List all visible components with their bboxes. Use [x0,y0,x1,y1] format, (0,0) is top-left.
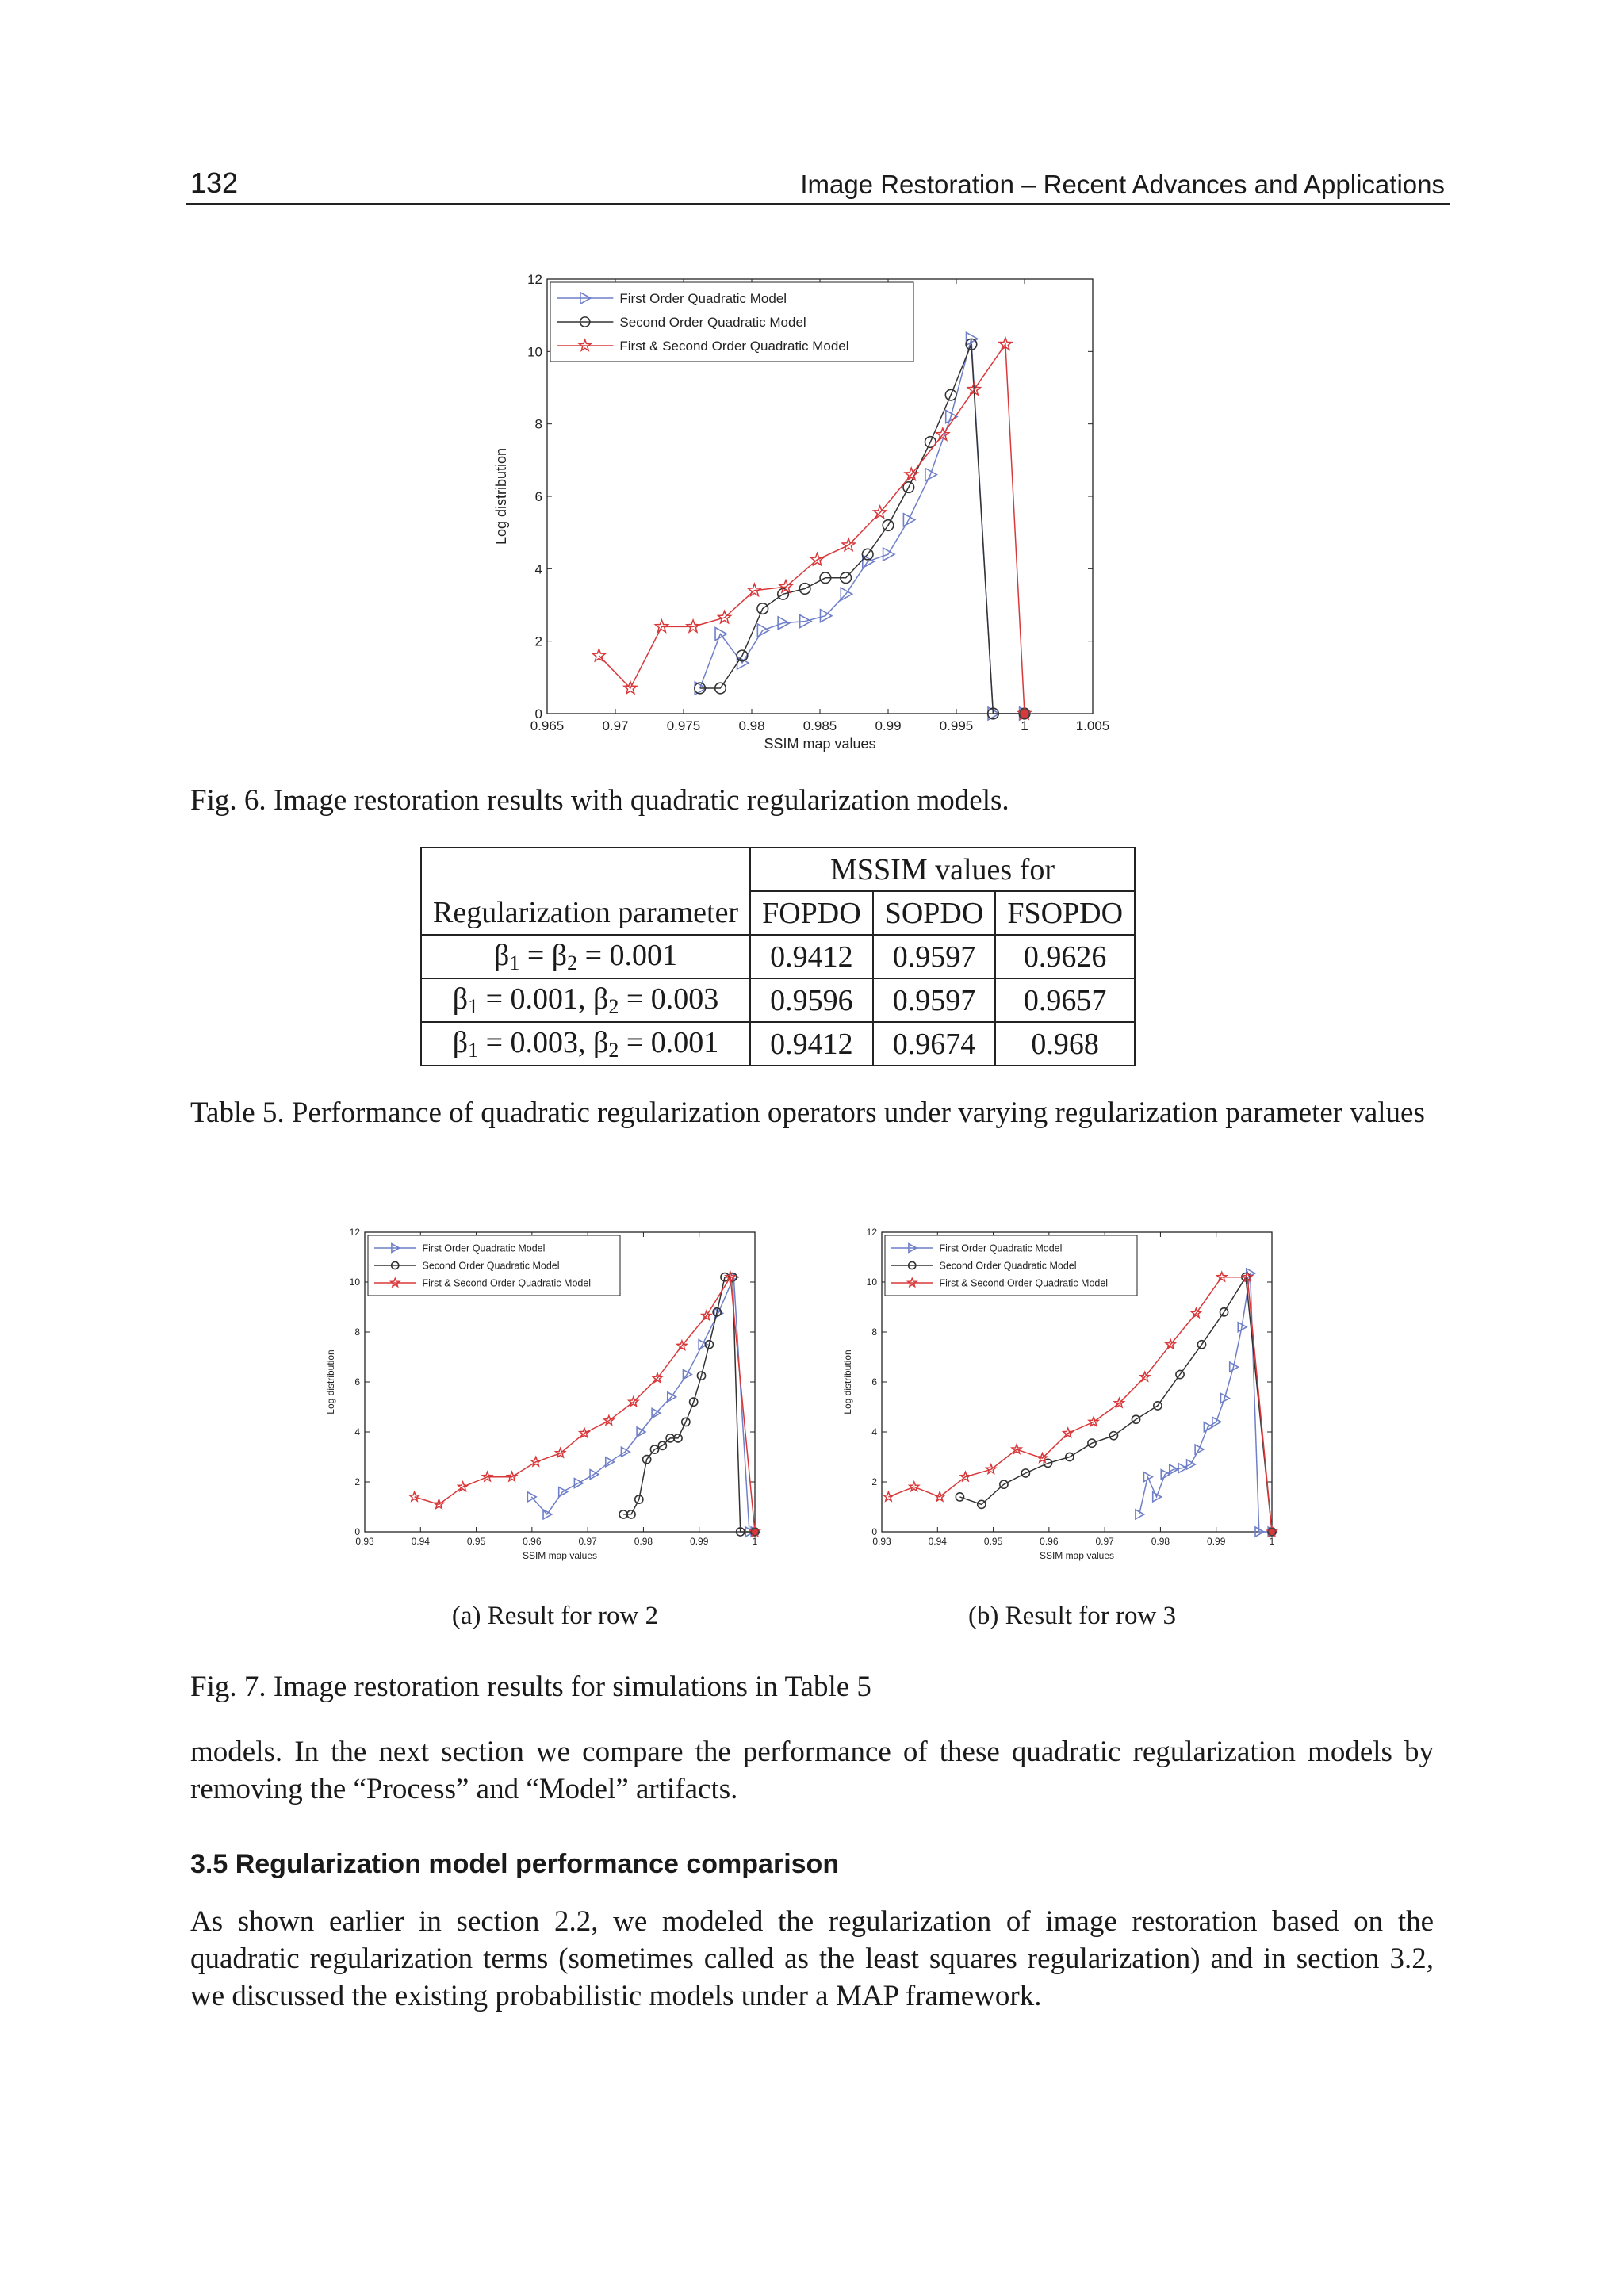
x-tick-label: 0.93 [355,1536,374,1547]
table-value-cell: 0.9674 [873,1022,996,1066]
table-param-cell: $\beta_1 = 0.003$, $\beta_2 = 0.001$ [421,1022,750,1066]
x-axis-label: SSIM map values [764,736,876,752]
y-axis-label: Log distribution [492,447,509,545]
table-value-cell: 0.9657 [995,978,1135,1022]
table-value-cell: 0.9412 [750,935,873,978]
table-header-row-1 [421,848,1135,891]
y-tick-label: 2 [534,634,542,649]
table-row [421,1022,1135,1066]
y-tick-label: 10 [349,1277,360,1288]
y-tick-label: 2 [871,1476,877,1488]
y-axis-label: Log distribution [841,1349,853,1414]
table-corner-cell [421,848,750,891]
y-tick-label: 12 [866,1227,877,1238]
x-tick-label: 0.99 [875,718,902,733]
table-col-header: FOPDO [750,891,873,935]
y-tick-label: 6 [354,1376,360,1388]
x-tick-label: 0.985 [802,718,837,733]
running-title: Image Restoration – Recent Advances and Applications [800,170,1445,199]
legend-entry: First & Second Order Quadratic Model [619,338,849,354]
table-param-cell: $\beta_1 = \beta_2 = 0.001$ [421,935,750,978]
x-tick-label: 1 [1269,1536,1275,1547]
body-paragraph: models. In the next section we compare the performance of these quadratic regularization models by removing the “Process” and “Model” artifacts. [190,1736,1434,1805]
figure-7b-chart [834,1221,1302,1586]
table-value-cell: 0.9597 [873,978,996,1022]
legend-entry: First & Second Order Quadratic Model [939,1277,1109,1289]
legend-entry: First Order Quadratic Model [619,290,787,306]
figure-7a-subcaption: (a) Result for row 2 [451,1602,659,1630]
figure-6-caption: Fig. 6. Image restoration results with quadratic regularization models. [190,784,1009,817]
table-col-header: SOPDO [873,891,996,935]
x-tick-label: 0.96 [523,1536,542,1547]
y-tick-label: 0 [534,706,542,722]
y-tick-label: 6 [534,488,542,504]
y-tick-label: 8 [534,416,542,432]
x-tick-label: 1 [752,1536,758,1547]
y-tick-label: 4 [871,1426,877,1438]
x-tick-label: 0.99 [1207,1536,1226,1547]
table-5 [420,847,1136,1066]
y-tick-label: 8 [354,1326,360,1338]
legend-entry: Second Order Quadratic Model [422,1260,560,1272]
y-tick-label: 0 [354,1526,360,1538]
y-tick-label: 4 [534,561,542,577]
y-tick-label: 8 [871,1326,877,1338]
table-row [421,935,1135,978]
figure-6-chart [444,262,1126,761]
y-tick-label: 0 [871,1526,877,1538]
table-value-cell: 0.9626 [995,935,1135,978]
x-axis-label: SSIM map values [522,1550,598,1561]
endpoint-marker [1020,709,1029,718]
table-col-header: FSOPDO [995,891,1135,935]
table-param-cell: $\beta_1 = 0.001$, $\beta_2 = 0.003$ [421,978,750,1022]
y-tick-label: 12 [349,1227,360,1238]
legend-entry: First Order Quadratic Model [939,1242,1063,1254]
x-tick-label: 0.98 [634,1536,653,1547]
table-value-cell: 0.968 [995,1022,1135,1066]
x-tick-label: 1 [1021,718,1028,733]
x-tick-label: 0.94 [928,1536,947,1547]
figure-7-caption: Fig. 7. Image restoration results for simulations in Table 5 [190,1671,871,1703]
x-tick-label: 0.99 [690,1536,709,1547]
page-number: 132 [190,167,239,199]
y-tick-label: 6 [871,1376,877,1388]
x-tick-label: 0.965 [530,718,565,733]
table-value-cell: 0.9596 [750,978,873,1022]
running-head [186,162,1450,205]
x-tick-label: 0.95 [466,1536,486,1547]
y-tick-label: 10 [527,344,542,360]
table-header-row-2 [421,891,1135,935]
y-axis-label: Log distribution [324,1349,336,1414]
table-value-cell: 0.9597 [873,935,996,978]
table-value-cell: 0.9412 [750,1022,873,1066]
x-tick-label: 0.98 [738,718,765,733]
y-tick-label: 12 [527,271,542,287]
y-tick-label: 4 [354,1426,360,1438]
y-tick-label: 10 [866,1277,877,1288]
y-tick-label: 2 [354,1476,360,1488]
x-tick-label: 0.93 [872,1536,891,1547]
legend-entry: Second Order Quadratic Model [619,314,806,330]
x-tick-label: 0.975 [666,718,701,733]
legend-entry: Second Order Quadratic Model [939,1260,1077,1272]
x-tick-label: 0.96 [1040,1536,1059,1547]
x-axis-label: SSIM map values [1039,1550,1115,1561]
x-tick-label: 0.98 [1151,1536,1170,1547]
body-paragraph: As shown earlier in section 2.2, we modeled the regularization of image restoration based on the quadratic regularization terms (sometimes called as the least squares regularization) and in section 3.2, we discussed the existing probabilistic models under a MAP framework. [190,1905,1434,2012]
legend-entry: First Order Quadratic Model [422,1242,546,1254]
endpoint-marker [752,1529,759,1536]
endpoint-marker [1269,1529,1276,1536]
x-tick-label: 0.97 [602,718,629,733]
table-group-header: MSSIM values for [750,848,1135,891]
x-tick-label: 0.97 [1095,1536,1114,1547]
figure-7b-subcaption: (b) Result for row 3 [967,1602,1177,1630]
table-5-caption: Table 5. Performance of quadratic regularization operators under varying regularization parameter values [190,1097,1425,1129]
x-tick-label: 0.995 [939,718,974,733]
legend-entry: First & Second Order Quadratic Model [422,1277,592,1289]
table-param-header: Regularization parameter [421,891,750,935]
section-heading: 3.5 Regularization model performance comparison [190,1849,840,1879]
x-tick-label: 0.94 [411,1536,430,1547]
x-tick-label: 1.005 [1075,718,1110,733]
x-tick-label: 0.97 [578,1536,597,1547]
table-row [421,978,1135,1022]
x-tick-label: 0.95 [983,1536,1003,1547]
figure-7a-chart [317,1221,785,1586]
